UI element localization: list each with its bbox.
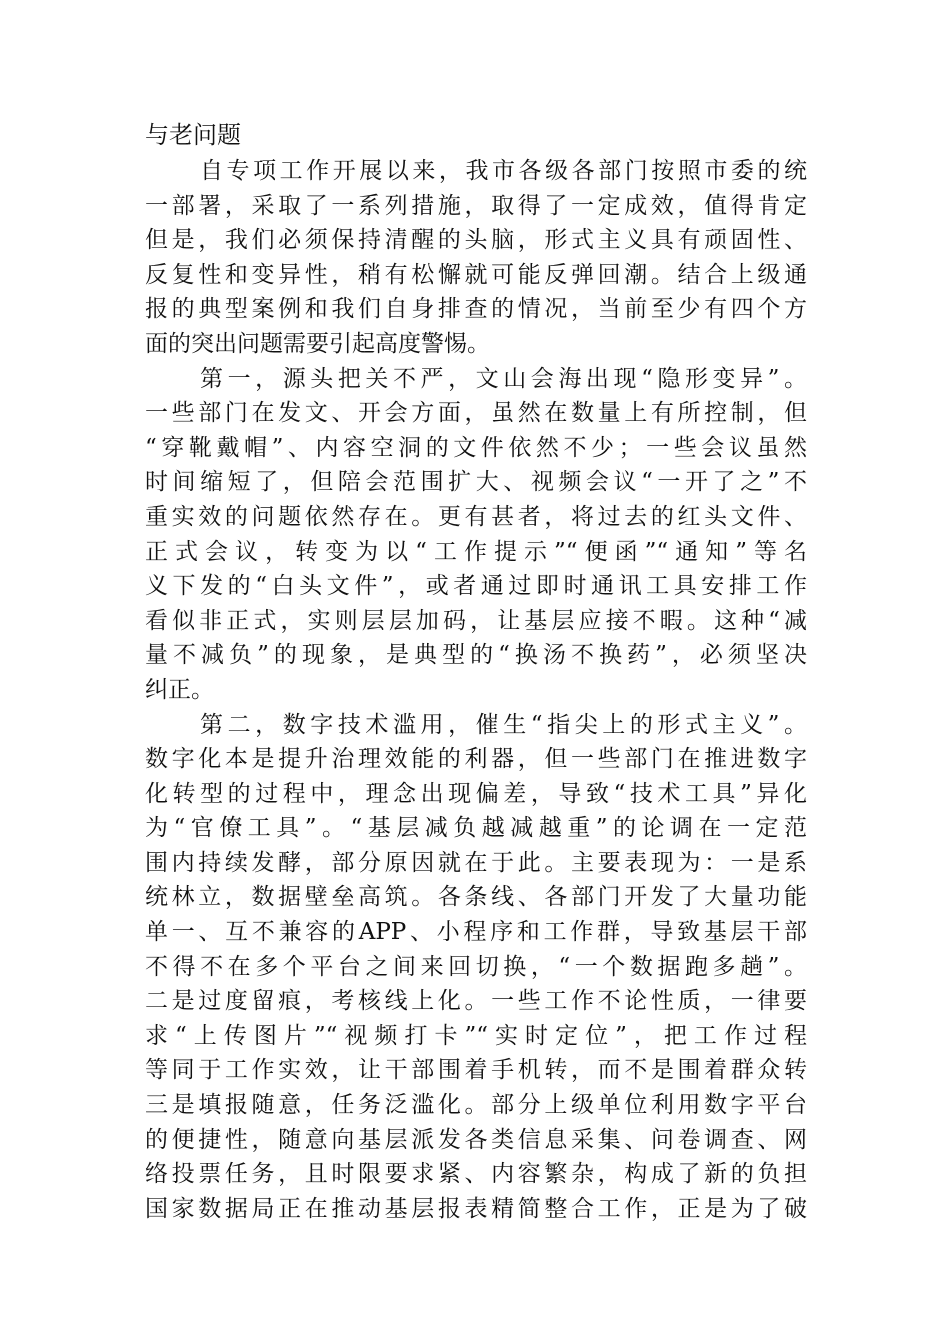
text-line: 一部署，采取了一系列措施，取得了一定成效，值得肯定 [145, 192, 807, 219]
text-line: 的便捷性，随意向基层派发各类信息采集、问卷调查、网 [145, 1126, 807, 1153]
paragraph [145, 708, 807, 1227]
text-line: 一些部门在发文、开会方面，虽然在数量上有所控制，但 [145, 400, 807, 427]
text-line: 数字化本是提升治理效能的利器，但一些部门在推进数字 [145, 746, 807, 773]
text-line: 自专项工作开展以来，我市各级各部门按照市委的统 [200, 158, 807, 184]
text-line: 看似非正式，实则层层加码，让基层应接不暇。这种“减 [145, 607, 807, 634]
text-line: 正式会议，转变为以“工作提示”“便函”“通知”等名 [145, 538, 807, 565]
text-line: 化转型的过程中，理念出现偏差，导致“技术工具”异化 [145, 780, 807, 807]
text-line: 但是，我们必须保持清醒的头脑，形式主义具有顽固性、 [145, 227, 807, 254]
text-line: 报的典型案例和我们自身排查的情况，当前至少有四个方 [145, 296, 807, 323]
text-line: 等同于工作实效，让干部围着手机转，而不是围着群众转 [145, 1057, 807, 1084]
document-body [145, 154, 807, 1226]
text-line: 求“上传图片”“视频打卡”“实时定位”，把工作过程 [145, 1022, 807, 1049]
text-line: 二是过度留痕，考核线上化。一些工作不论性质，一律要 [145, 988, 807, 1015]
text-line: 统林立，数据壁垒高筑。各条线、各部门开发了大量功能 [145, 884, 807, 911]
text-line: 时间缩短了，但陪会范围扩大、视频会议“一开了之”不 [145, 469, 807, 496]
text-line: 不得不在多个平台之间来回切换，“一个数据跑多趟”。 [145, 953, 807, 980]
text-line: 络投票任务，且时限要求紧、内容繁杂，构成了新的负担 [145, 1161, 807, 1188]
text-line: 三是填报随意，任务泛滥化。部分上级单位利用数字平台 [145, 1092, 807, 1119]
section-heading: 与老问题 [145, 121, 241, 149]
text-line: “穿靴戴帽”、内容空洞的文件依然不少；一些会议虽然 [145, 434, 807, 461]
paragraph [145, 362, 807, 708]
text-line: 第二，数字技术滥用，催生“指尖上的形式主义”。 [200, 711, 807, 738]
text-line: 国家数据局正在推动基层报表精简整合工作，正是为了破 [145, 1195, 807, 1222]
document-page [145, 116, 807, 1226]
text-line: 面的突出问题需要引起高度警惕。 [145, 330, 490, 357]
text-line: 单一、互不兼容的APP、小程序和工作群，导致基层干部 [145, 919, 807, 946]
text-line: 反复性和变异性，稍有松懈就可能反弹回潮。结合上级通 [145, 261, 807, 288]
text-line: 纠正。 [145, 676, 214, 703]
text-line: 为“官僚工具”。“基层减负越减越重”的论调在一定范 [145, 815, 807, 842]
paragraph [145, 154, 807, 362]
text-line: 量不减负”的现象，是典型的“换汤不换药”，必须坚决 [145, 642, 807, 669]
text-line: 围内持续发酵，部分原因就在于此。主要表现为：一是系 [145, 849, 807, 876]
text-line: 重实效的问题依然存在。更有甚者，将过去的红头文件、 [145, 503, 807, 530]
text-line: 义下发的“白头文件”，或者通过即时通讯工具安排工作 [145, 573, 807, 600]
text-line: 第一，源头把关不严，文山会海出现“隐形变异”。 [200, 365, 807, 392]
